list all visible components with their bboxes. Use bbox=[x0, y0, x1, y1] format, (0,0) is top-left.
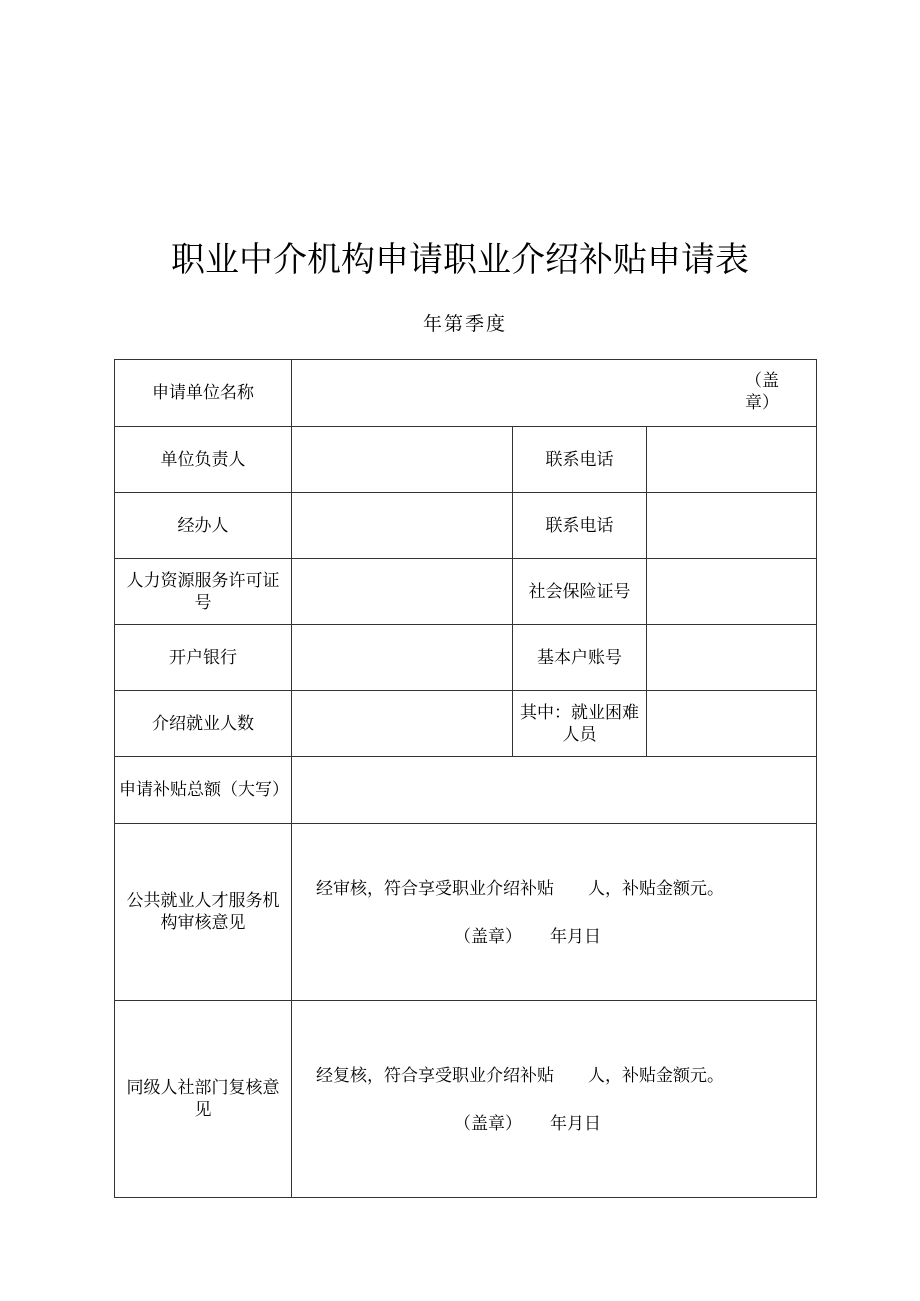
applicant-name-field[interactable] bbox=[292, 360, 817, 427]
application-table bbox=[114, 359, 817, 1198]
review-text-b: 人，补贴金额元。 bbox=[588, 879, 724, 899]
recheck-opinion-field[interactable] bbox=[292, 1001, 817, 1198]
row-total-amount bbox=[115, 757, 817, 824]
row-license bbox=[115, 559, 817, 625]
recheck-label: 同级人社部门复核意见 bbox=[115, 1001, 292, 1198]
period-line: 年第季度 bbox=[422, 313, 507, 335]
review-seal: （盖章） bbox=[454, 927, 522, 947]
account-field[interactable] bbox=[647, 625, 817, 691]
phone-label: 联系电话 bbox=[513, 493, 647, 559]
total-amount-field[interactable] bbox=[292, 757, 817, 824]
unit-head-label: 单位负责人 bbox=[115, 427, 292, 493]
handler-field[interactable] bbox=[292, 493, 513, 559]
unit-head-phone-field[interactable] bbox=[647, 427, 817, 493]
hr-license-field[interactable] bbox=[292, 559, 513, 625]
bank-label: 开户银行 bbox=[115, 625, 292, 691]
recheck-seal: （盖章） bbox=[454, 1114, 522, 1134]
applicant-name-label: 申请单位名称 bbox=[115, 360, 292, 427]
row-recheck bbox=[115, 1001, 817, 1198]
hr-license-label: 人力资源服务许可证号 bbox=[115, 559, 292, 625]
unit-head-field[interactable] bbox=[292, 427, 513, 493]
review-text-a: 经审核，符合享受职业介绍补贴 bbox=[316, 879, 554, 899]
recheck-text-b: 人，补贴金额元。 bbox=[588, 1066, 724, 1086]
placed-count-label: 介绍就业人数 bbox=[115, 691, 292, 757]
review-label: 公共就业人才服务机构审核意见 bbox=[115, 824, 292, 1001]
recheck-date: 年月日 bbox=[550, 1114, 601, 1134]
recheck-signoff bbox=[454, 1113, 601, 1135]
review-opinion-field[interactable] bbox=[292, 824, 817, 1001]
placed-count-field[interactable] bbox=[292, 691, 513, 757]
account-label: 基本户账号 bbox=[513, 625, 647, 691]
row-bank bbox=[115, 625, 817, 691]
social-insurance-field[interactable] bbox=[647, 559, 817, 625]
review-date: 年月日 bbox=[550, 927, 601, 947]
seal-note: （盖章） bbox=[745, 371, 779, 413]
row-handler bbox=[115, 493, 817, 559]
row-unit-head bbox=[115, 427, 817, 493]
phone-label: 联系电话 bbox=[513, 427, 647, 493]
review-signoff bbox=[454, 926, 601, 948]
form-title: 职业中介机构申请职业介绍补贴申请表 bbox=[171, 240, 749, 280]
row-applicant bbox=[115, 360, 817, 427]
review-statement bbox=[316, 878, 724, 900]
difficult-label: 其中：就业困难人员 bbox=[513, 691, 647, 757]
recheck-statement bbox=[316, 1065, 724, 1087]
handler-label: 经办人 bbox=[115, 493, 292, 559]
recheck-text-a: 经复核，符合享受职业介绍补贴 bbox=[316, 1066, 554, 1086]
handler-phone-field[interactable] bbox=[647, 493, 817, 559]
row-review bbox=[115, 824, 817, 1001]
row-placed-count bbox=[115, 691, 817, 757]
total-amount-label: 申请补贴总额（大写） bbox=[115, 757, 292, 824]
social-insurance-label: 社会保险证号 bbox=[513, 559, 647, 625]
bank-field[interactable] bbox=[292, 625, 513, 691]
difficult-field[interactable] bbox=[647, 691, 817, 757]
